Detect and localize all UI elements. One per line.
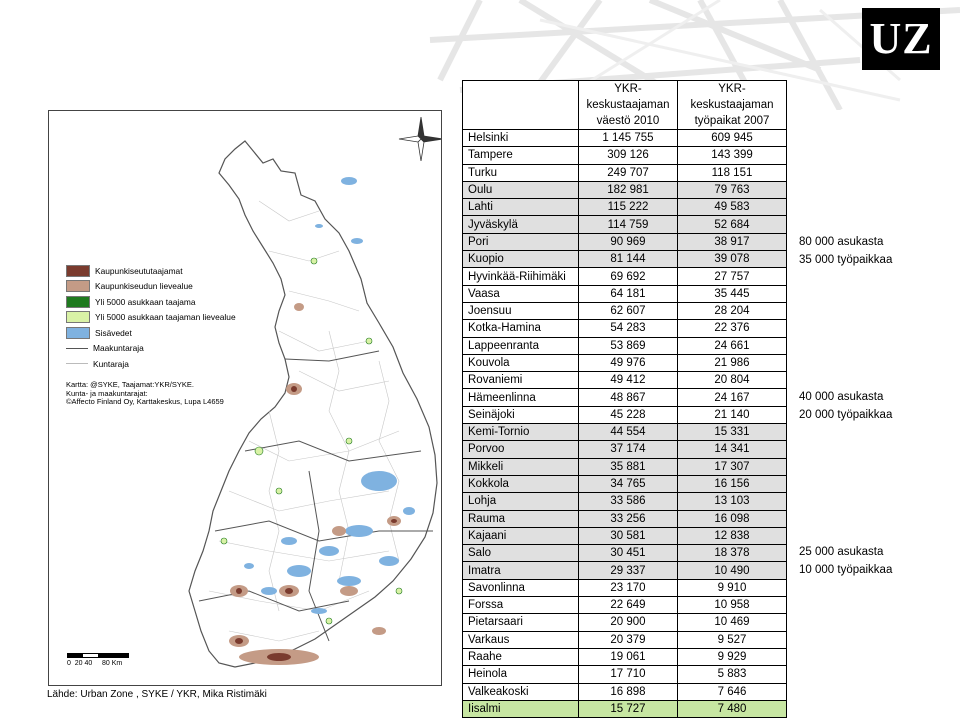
city-cell: Kotka-Hamina (463, 320, 579, 337)
legend-item (66, 263, 236, 279)
city-cell: Valkeakoski (463, 683, 579, 700)
table-row (463, 510, 787, 527)
population-cell: 20 900 (579, 614, 678, 631)
city-cell: Vaasa (463, 285, 579, 302)
city-cell: Pori (463, 233, 579, 250)
table-row (463, 458, 787, 475)
table-row (463, 475, 787, 492)
legend-swatch (66, 296, 90, 308)
legend-swatch (66, 348, 88, 349)
city-cell: Lohja (463, 493, 579, 510)
table-row (463, 216, 787, 233)
table-row (463, 372, 787, 389)
legend-item (66, 325, 236, 341)
jobs-cell: 7 480 (678, 700, 787, 717)
population-cell: 30 451 (579, 545, 678, 562)
population-cell: 114 759 (579, 216, 678, 233)
population-cell: 29 337 (579, 562, 678, 579)
city-cell: Iisalmi (463, 700, 579, 717)
table-row (463, 527, 787, 544)
population-cell: 49 412 (579, 372, 678, 389)
legend-item (66, 341, 236, 357)
legend-swatch (66, 363, 88, 364)
table-row (463, 545, 787, 562)
scale-label: 0 20 40 80 Km (67, 660, 123, 667)
table-row (463, 579, 787, 596)
jobs-cell: 16 156 (678, 475, 787, 492)
legend-swatch (66, 327, 90, 339)
jobs-cell: 24 661 (678, 337, 787, 354)
jobs-cell: 28 204 (678, 302, 787, 319)
jobs-cell: 5 883 (678, 666, 787, 683)
table-row (463, 147, 787, 164)
city-cell: Salo (463, 545, 579, 562)
jobs-cell: 15 331 (678, 424, 787, 441)
jobs-cell: 22 376 (678, 320, 787, 337)
population-cell: 33 256 (579, 510, 678, 527)
population-cell: 182 981 (579, 181, 678, 198)
population-cell: 309 126 (579, 147, 678, 164)
table-row (463, 181, 787, 198)
legend-swatch (66, 280, 90, 292)
jobs-cell: 118 151 (678, 164, 787, 181)
city-cell: Forssa (463, 597, 579, 614)
table-row (463, 130, 787, 147)
city-cell: Mikkeli (463, 458, 579, 475)
city-cell: Joensuu (463, 302, 579, 319)
legend-label: Yli 5000 asukkaan taajama (95, 296, 196, 307)
city-cell: Pietarsaari (463, 614, 579, 631)
jobs-cell: 27 757 (678, 268, 787, 285)
table-row (463, 666, 787, 683)
city-cell: Rauma (463, 510, 579, 527)
legend-label: Kaupunkiseudun lievealue (95, 281, 193, 292)
population-cell: 90 969 (579, 233, 678, 250)
city-cell: Heinola (463, 666, 579, 683)
jobs-cell: 10 469 (678, 614, 787, 631)
jobs-cell: 52 684 (678, 216, 787, 233)
population-cell: 69 692 (579, 268, 678, 285)
table-row (463, 320, 787, 337)
city-cell: Varkaus (463, 631, 579, 648)
jobs-cell: 609 945 (678, 130, 787, 147)
table-row (463, 164, 787, 181)
legend-label: Kaupunkiseututaajamat (95, 265, 183, 276)
table-body (463, 130, 787, 718)
city-cell: Kouvola (463, 354, 579, 371)
table-row (463, 424, 787, 441)
map-credits (66, 381, 224, 407)
source-text: Lähde: Urban Zone , SYKE / YKR, Mika Ristimäki (47, 689, 267, 700)
jobs-cell: 21 986 (678, 354, 787, 371)
population-cell: 20 379 (579, 631, 678, 648)
threshold-note-3: 25 000 asukasta 10 000 työpaikkaa (799, 546, 893, 576)
population-cell: 115 222 (579, 199, 678, 216)
jobs-cell: 9 910 (678, 579, 787, 596)
table-row (463, 441, 787, 458)
population-cell: 33 586 (579, 493, 678, 510)
jobs-cell: 38 917 (678, 233, 787, 250)
population-cell: 15 727 (579, 700, 678, 717)
uz-logo: UZ (862, 8, 940, 70)
map-legend (66, 263, 236, 372)
population-cell: 62 607 (579, 302, 678, 319)
population-cell: 53 869 (579, 337, 678, 354)
city-cell: Kokkola (463, 475, 579, 492)
jobs-cell: 39 078 (678, 251, 787, 268)
jobs-cell: 10 958 (678, 597, 787, 614)
legend-swatch (66, 265, 90, 277)
legend-label: Sisävedet (95, 327, 132, 338)
table-row (463, 493, 787, 510)
jobs-cell: 79 763 (678, 181, 787, 198)
city-cell: Kemi-Tornio (463, 424, 579, 441)
table-row (463, 406, 787, 423)
population-cell: 30 581 (579, 527, 678, 544)
jobs-cell: 14 341 (678, 441, 787, 458)
urban-centers-table (462, 80, 787, 718)
city-cell: Lappeenranta (463, 337, 579, 354)
table-row (463, 337, 787, 354)
city-cell: Kajaani (463, 527, 579, 544)
table-row (463, 648, 787, 665)
population-cell: 35 881 (579, 458, 678, 475)
table-row (463, 683, 787, 700)
population-cell: 1 145 755 (579, 130, 678, 147)
jobs-cell: 7 646 (678, 683, 787, 700)
population-cell: 249 707 (579, 164, 678, 181)
city-cell: Turku (463, 164, 579, 181)
table-row (463, 631, 787, 648)
city-cell: Seinäjoki (463, 406, 579, 423)
jobs-cell: 10 490 (678, 562, 787, 579)
population-cell: 81 144 (579, 251, 678, 268)
table-row (463, 354, 787, 371)
city-cell: Savonlinna (463, 579, 579, 596)
population-cell: 54 283 (579, 320, 678, 337)
threshold-note-1: 80 000 asukasta 35 000 työpaikkaa (799, 236, 893, 266)
population-cell: 48 867 (579, 389, 678, 406)
population-cell: 49 976 (579, 354, 678, 371)
header-population: YKR- keskustaajaman väestö 2010 (579, 81, 678, 130)
population-cell: 17 710 (579, 666, 678, 683)
population-cell: 22 649 (579, 597, 678, 614)
table-row (463, 199, 787, 216)
jobs-cell: 9 929 (678, 648, 787, 665)
jobs-cell: 21 140 (678, 406, 787, 423)
table-row (463, 233, 787, 250)
table-row (463, 389, 787, 406)
population-cell: 64 181 (579, 285, 678, 302)
city-cell: Jyväskylä (463, 216, 579, 233)
legend-label: Yli 5000 asukkaan taajaman lievealue (95, 312, 236, 323)
credit-line: Kunta- ja maakuntarajat: (66, 388, 148, 398)
population-cell: 45 228 (579, 406, 678, 423)
table-row (463, 251, 787, 268)
jobs-cell: 24 167 (678, 389, 787, 406)
credit-line: Kartta: @SYKE, Taajamat:YKR/SYKE. (66, 380, 194, 389)
table-row (463, 302, 787, 319)
city-cell: Helsinki (463, 130, 579, 147)
table-row (463, 285, 787, 302)
population-cell: 37 174 (579, 441, 678, 458)
scale-bar (67, 653, 129, 667)
legend-item (66, 294, 236, 310)
jobs-cell: 35 445 (678, 285, 787, 302)
jobs-cell: 9 527 (678, 631, 787, 648)
table-row (463, 700, 787, 717)
jobs-cell: 18 378 (678, 545, 787, 562)
header-city (463, 81, 579, 130)
table-row (463, 268, 787, 285)
city-cell: Rovaniemi (463, 372, 579, 389)
city-cell: Hyvinkää-Riihimäki (463, 268, 579, 285)
table-row (463, 597, 787, 614)
legend-item (66, 310, 236, 326)
compass-rose (399, 117, 441, 161)
credit-line: ©Affecto Finland Oy, Karttakeskus, Lupa L4659 (66, 397, 224, 406)
city-cell: Kuopio (463, 251, 579, 268)
legend-label: Kuntaraja (93, 358, 129, 369)
population-cell: 44 554 (579, 424, 678, 441)
legend-label: Maakuntaraja (93, 343, 144, 354)
legend-item (66, 356, 236, 372)
population-cell: 16 898 (579, 683, 678, 700)
table-row (463, 562, 787, 579)
finland-map-panel (48, 110, 442, 686)
table-header-row (463, 81, 787, 130)
city-cell: Lahti (463, 199, 579, 216)
city-cell: Hämeenlinna (463, 389, 579, 406)
header-jobs: YKR- keskustaajaman työpaikat 2007 (678, 81, 787, 130)
legend-swatch (66, 311, 90, 323)
threshold-note-2: 40 000 asukasta 20 000 työpaikkaa (799, 391, 893, 421)
table-row (463, 614, 787, 631)
jobs-cell: 20 804 (678, 372, 787, 389)
legend-item (66, 279, 236, 295)
population-cell: 23 170 (579, 579, 678, 596)
city-cell: Tampere (463, 147, 579, 164)
jobs-cell: 13 103 (678, 493, 787, 510)
jobs-cell: 17 307 (678, 458, 787, 475)
city-cell: Porvoo (463, 441, 579, 458)
population-cell: 19 061 (579, 648, 678, 665)
population-cell: 34 765 (579, 475, 678, 492)
city-cell: Oulu (463, 181, 579, 198)
city-cell: Imatra (463, 562, 579, 579)
jobs-cell: 143 399 (678, 147, 787, 164)
jobs-cell: 12 838 (678, 527, 787, 544)
city-cell: Raahe (463, 648, 579, 665)
jobs-cell: 16 098 (678, 510, 787, 527)
jobs-cell: 49 583 (678, 199, 787, 216)
